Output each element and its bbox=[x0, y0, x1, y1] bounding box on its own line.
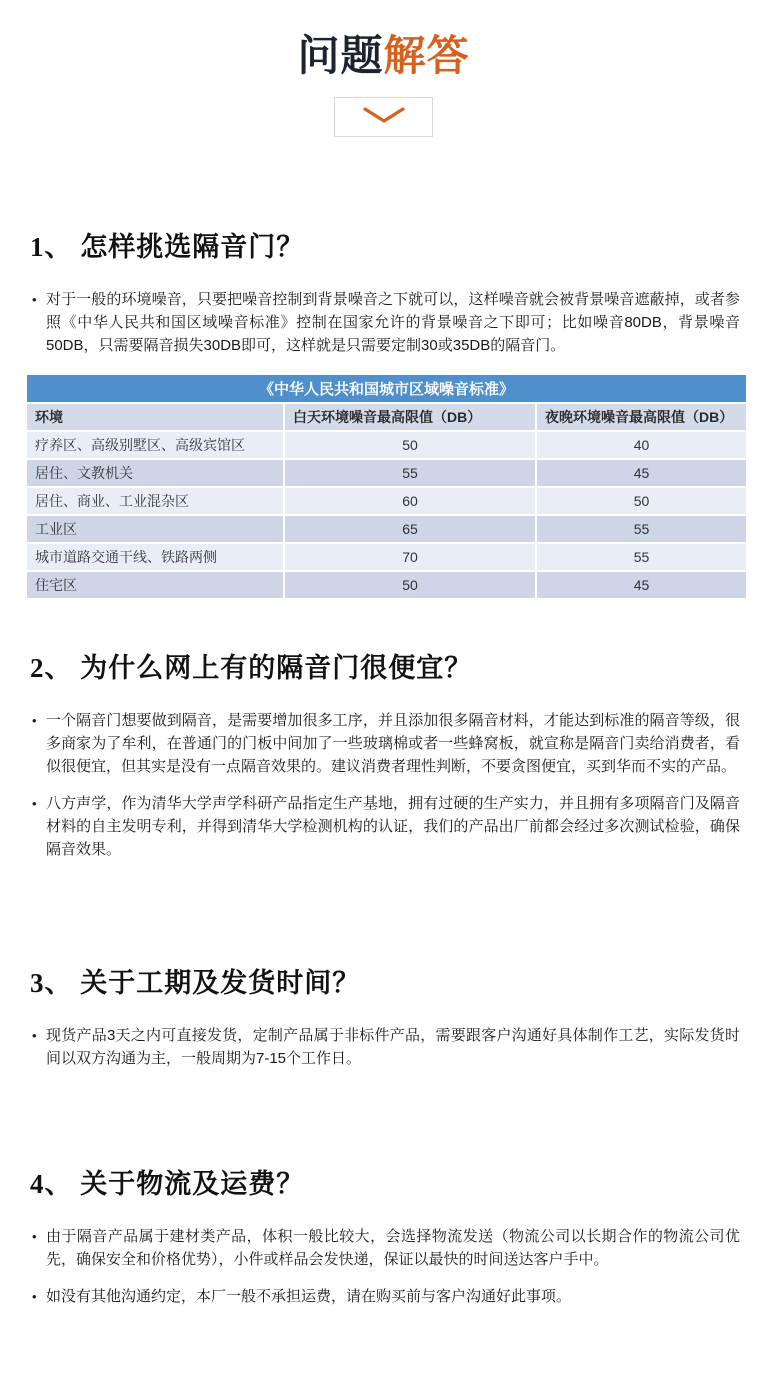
answer-text: 由于隔音产品属于建材类产品，体积一般比较大，会选择物流发送（物流公司以长期合作的物流公司优先，确保安全和价格优势），小件或样品会发快递，保证以最快的时间送达客户手中。 bbox=[46, 1228, 740, 1269]
cell-environment: 疗养区、高级别墅区、高级宾馆区 bbox=[27, 432, 283, 458]
cell-night-value: 45 bbox=[537, 460, 746, 486]
answer-text: 现货产品3天之内可直接发货，定制产品属于非标件产品，需要跟客户沟通好具体制作工艺，实际发货时间以双方沟通为主，一般周期为7-15个工作日。 bbox=[46, 1027, 740, 1068]
cell-environment: 城市道路交通干线、铁路两侧 bbox=[27, 544, 283, 570]
cell-day-value: 55 bbox=[285, 460, 535, 486]
answer-1 bbox=[30, 288, 740, 357]
answer-bullet bbox=[32, 1285, 740, 1308]
col-header-environment: 环境 bbox=[27, 404, 283, 430]
cell-night-value: 55 bbox=[537, 544, 746, 570]
col-header-day-limit: 白天环境噪音最高限值（DB） bbox=[285, 404, 535, 430]
cell-night-value: 45 bbox=[537, 572, 746, 598]
answer-text: 对于一般的环境噪音，只要把噪音控制到背景噪音之下就可以，这样噪音就会被背景噪音遮蔽掉，或者参照《中华人民共和国区域噪音标准》控制在国家允许的背景噪音之下即可；比如噪音80DB，背景噪音50DB，只需要隔音损失30DB即可，这样就是只需要定制30或35DB的隔音门。 bbox=[46, 291, 740, 355]
table-row bbox=[27, 572, 746, 598]
question-2-heading: 2、 为什么网上有的隔音门很便宜？ bbox=[30, 653, 473, 684]
question-3-heading: 3、 关于工期及发货时间？ bbox=[30, 968, 361, 999]
section-q2 bbox=[30, 646, 740, 861]
bullet-marker: • bbox=[32, 713, 37, 729]
page-title-orange: 解答 bbox=[383, 32, 470, 79]
cell-night-value: 55 bbox=[537, 516, 746, 542]
cell-night-value: 40 bbox=[537, 432, 746, 458]
bullet-marker: • bbox=[32, 1289, 37, 1305]
expand-button[interactable] bbox=[334, 97, 433, 137]
bullet-marker: • bbox=[32, 1028, 37, 1044]
answer-3 bbox=[30, 1024, 740, 1070]
table-row bbox=[27, 544, 746, 570]
cell-environment: 工业区 bbox=[27, 516, 283, 542]
answer-text: 一个隔音门想要做到隔音，是需要增加很多工序，并且添加很多隔音材料，才能达到标准的隔音等级，很多商家为了牟利，在普通门的门板中间加了一些玻璃棉或者一些蜂窝板，就宣称是隔音门卖给消费者，看似很便宜，但其实是没有一点隔音效果的。建议消费者理性判断，不要贪图便宜，买到华而不实的产品。 bbox=[46, 712, 740, 776]
cell-environment: 居住、文教机关 bbox=[27, 460, 283, 486]
answer-4 bbox=[30, 1225, 740, 1308]
answer-text: 八方声学，作为清华大学声学科研产品指定生产基地，拥有过硬的生产实力，并且拥有多项隔音门及隔音材料的自主发明专利，并得到清华大学检测机构的认证，我们的产品出厂前都会经过多次测试检验，确保隔音效果。 bbox=[46, 795, 740, 859]
cell-day-value: 50 bbox=[285, 572, 535, 598]
bullet-marker: • bbox=[32, 1229, 37, 1245]
answer-text: 如没有其他沟通约定，本厂一般不承担运费，请在购买前与客户沟通好此事项。 bbox=[46, 1288, 572, 1306]
table-row bbox=[27, 488, 746, 514]
table-title: 《中华人民共和国城市区域噪音标准》 bbox=[27, 375, 746, 402]
cell-environment: 住宅区 bbox=[27, 572, 283, 598]
table-header-row bbox=[27, 404, 746, 430]
answer-bullet bbox=[32, 792, 740, 861]
page-title bbox=[297, 32, 469, 80]
table-title-row bbox=[27, 375, 746, 402]
cell-environment: 居住、商业、工业混杂区 bbox=[27, 488, 283, 514]
table-row bbox=[27, 516, 746, 542]
page-header bbox=[0, 0, 767, 137]
answer-bullet bbox=[32, 1225, 740, 1271]
bullet-marker: • bbox=[32, 292, 37, 308]
section-q4 bbox=[30, 1162, 740, 1308]
cell-day-value: 65 bbox=[285, 516, 535, 542]
question-4-heading: 4、 关于物流及运费？ bbox=[30, 1169, 305, 1200]
table-row bbox=[27, 460, 746, 486]
answer-2 bbox=[30, 709, 740, 861]
answer-bullet bbox=[32, 709, 740, 778]
noise-standard-table bbox=[25, 373, 748, 600]
cell-night-value: 50 bbox=[537, 488, 746, 514]
page-title-black: 问题 bbox=[297, 32, 384, 79]
cell-day-value: 70 bbox=[285, 544, 535, 570]
cell-day-value: 60 bbox=[285, 488, 535, 514]
bullet-marker: • bbox=[32, 796, 37, 812]
faq-content bbox=[0, 225, 767, 1308]
col-header-night-limit: 夜晚环境噪音最高限值（DB） bbox=[537, 404, 746, 430]
cell-day-value: 50 bbox=[285, 432, 535, 458]
table-row bbox=[27, 432, 746, 458]
section-q1 bbox=[30, 225, 740, 600]
question-1-heading: 1、 怎样挑选隔音门？ bbox=[30, 232, 305, 263]
section-q3 bbox=[30, 961, 740, 1070]
chevron-down-icon bbox=[361, 106, 407, 129]
answer-bullet bbox=[32, 288, 740, 357]
answer-bullet bbox=[32, 1024, 740, 1070]
